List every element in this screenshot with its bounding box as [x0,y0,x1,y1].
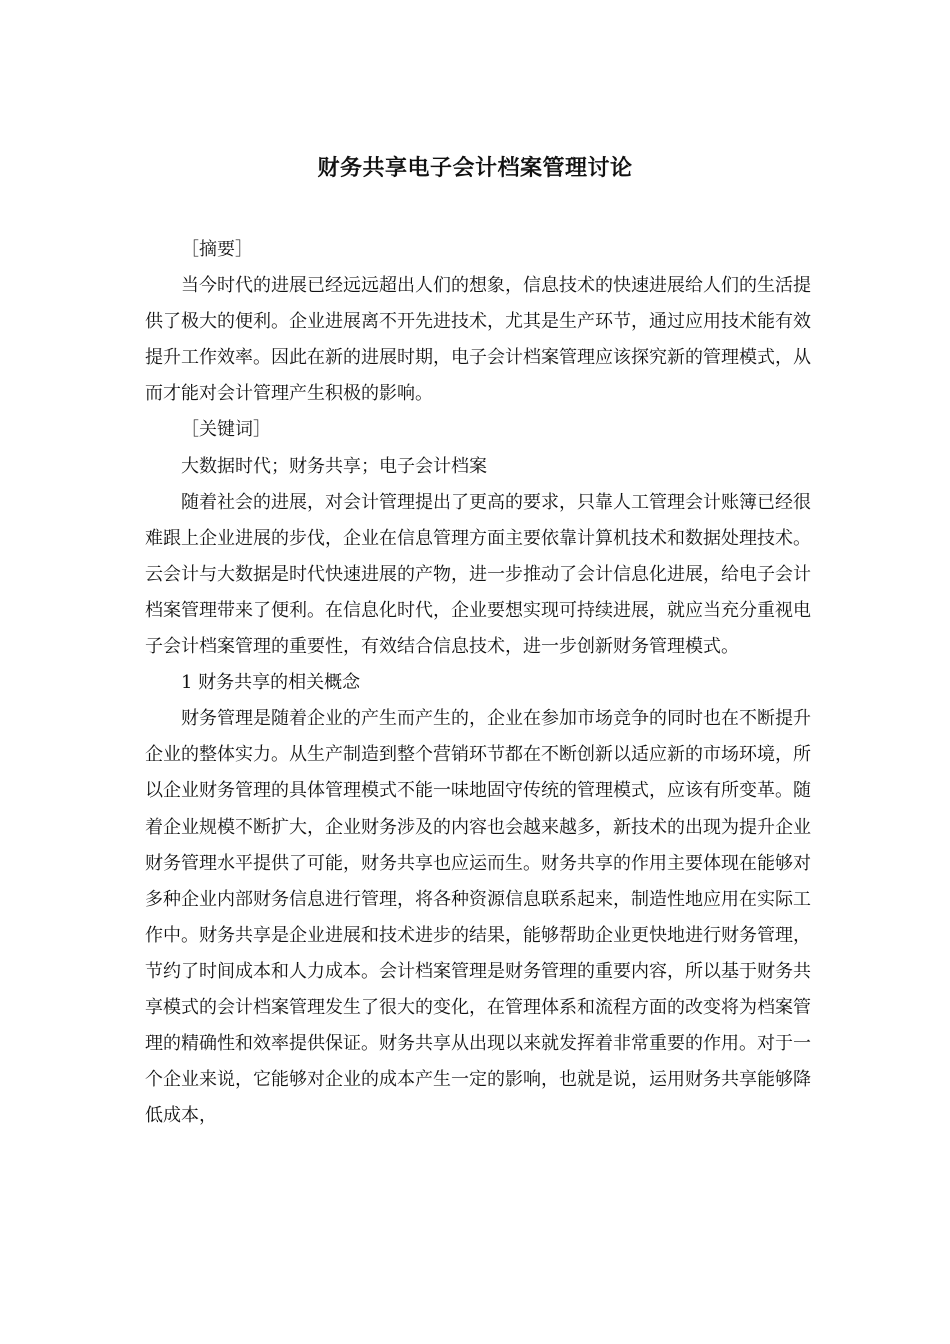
keywords-label: ［关键词］ [181,419,271,441]
keywords-paragraph: 大数据时代；财务共享；电子会计档案 [181,455,487,477]
abstract-paragraph: 当今时代的进展已经远远超出人们的想象，信息技术的快速进展给人们的生活提供了极大的便利。企业进展离不开先进技术，尤其是生产环节，通过应用技术能有效提升工作效率。因此在新的进展时期，电子会计档案管理应该探究新的管理模式，从而才能对会计管理产生积极的影响。 [145,275,811,405]
document-body [145,232,811,1134]
intro-paragraph: 随着社会的进展，对会计管理提出了更高的要求，只靠人工管理会计账簿已经很难跟上企业进展的步伐，企业在信息管理方面主要依靠计算机技术和数据处理技术。云会计与大数据是时代快速进展的产物，进一步推动了会计信息化进展，给电子会计档案管理带来了便利。在信息化时代，企业要想实现可持续进展，就应当充分重视电子会计档案管理的重要性，有效结合信息技术，进一步创新财务管理模式。 [145,491,811,658]
section-1-paragraph: 财务管理是随着企业的产生而产生的，企业在参加市场竞争的同时也在不断提升企业的整体实力。从生产制造到整个营销环节都在不断创新以适应新的市场环境，所以企业财务管理的具体管理模式不能一味地固守传统的管理模式，应该有所变革。随着企业规模不断扩大，企业财务涉及的内容也会越来越多，新技术的出现为提升企业财务管理水平提供了可能，财务共享也应运而生。财务共享的作用主要体现在能够对多种企业内部财务信息进行管理，将各种资源信息联系起来，制造性地应用在实际工作中。财务共享是企业进展和技术进步的结果，能够帮助企业更快地进行财务管理，节约了时间成本和人力成本。会计档案管理是财务管理的重要内容，所以基于财务共享模式的会计档案管理发生了很大的变化，在管理体系和流程方面的改变将为档案管理的精确性和效率提供保证。财务共享从出现以来就发挥着非常重要的作用。对于一个企业来说，它能够对企业的成本产生一定的影响，也就是说，运用财务共享能够降低成本， [145,708,811,1127]
section-heading-1: 1 财务共享的相关概念 [181,672,361,694]
document-title: 财务共享电子会计档案管理讨论 [317,156,633,181]
abstract-label: ［摘要］ [181,239,253,260]
